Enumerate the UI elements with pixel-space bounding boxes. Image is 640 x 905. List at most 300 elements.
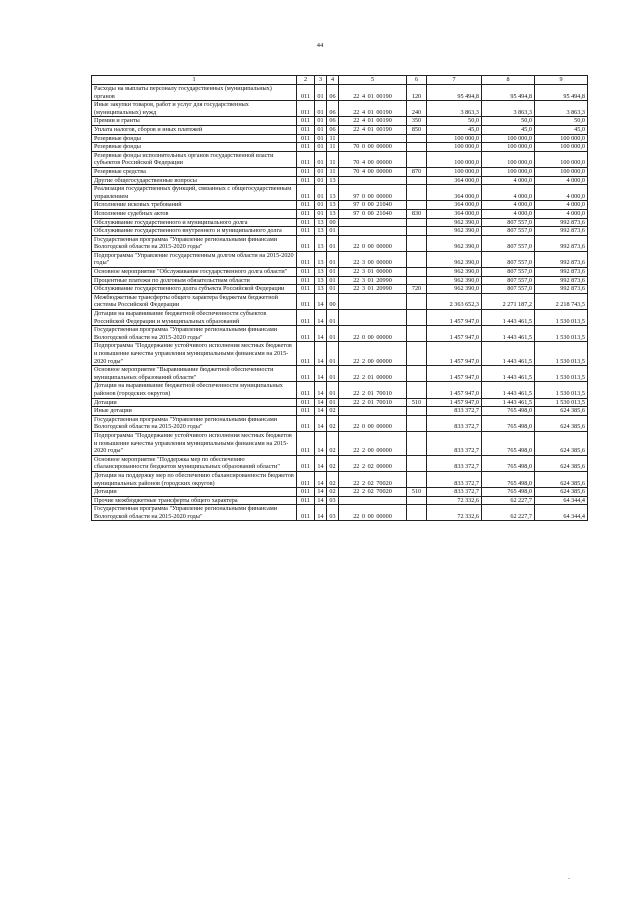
column-header: 7 bbox=[427, 76, 482, 85]
expense-type-cell bbox=[407, 176, 427, 185]
expense-type-cell bbox=[407, 496, 427, 505]
subsection-code-cell: 00 bbox=[327, 218, 339, 227]
ministry-code-cell: 011 bbox=[297, 134, 315, 143]
amount-cell-col7: 50,0 bbox=[427, 117, 482, 126]
row-name-cell: Дотации bbox=[92, 398, 297, 407]
row-name-cell: Дотации на поддержку мер по обеспечению сбалансированности бюджетов муниципальных районов (городских округов) bbox=[92, 471, 297, 487]
table-row bbox=[92, 455, 588, 471]
subsection-code-cell: 13 bbox=[327, 185, 339, 201]
amount-cell-col8: 807 557,0 bbox=[482, 276, 535, 285]
subsection-code-cell: 03 bbox=[327, 496, 339, 505]
section-code-cell: 14 bbox=[315, 455, 327, 471]
amount-cell-col9: 992 873,6 bbox=[535, 268, 588, 277]
section-code-cell: 13 bbox=[315, 285, 327, 294]
target-article-cell: 70 4 00 00000 bbox=[339, 151, 407, 167]
amount-cell-col7: 364 000,0 bbox=[427, 176, 482, 185]
target-article-cell: 22 0 00 00000 bbox=[339, 235, 407, 251]
row-name-cell: Резервные фонды исполнительных органов государственной власти субъектов Российской Федерации bbox=[92, 151, 297, 167]
amount-cell-col8: 807 557,0 bbox=[482, 251, 535, 267]
target-article-cell bbox=[339, 293, 407, 309]
row-name-cell: Иные закупки товаров, работ и услуг для государственных (муниципальных) нужд bbox=[92, 101, 297, 117]
subsection-code-cell: 13 bbox=[327, 201, 339, 210]
amount-cell-col7: 364 000,0 bbox=[427, 209, 482, 218]
table-row bbox=[92, 218, 588, 227]
ministry-code-cell: 011 bbox=[297, 505, 315, 521]
column-header: 4 bbox=[327, 76, 339, 85]
target-article-cell bbox=[339, 218, 407, 227]
table-body bbox=[92, 85, 588, 521]
section-code-cell: 14 bbox=[315, 471, 327, 487]
table-row bbox=[92, 143, 588, 152]
amount-cell-col8: 100 000,0 bbox=[482, 151, 535, 167]
expense-type-cell bbox=[407, 382, 427, 398]
ministry-code-cell: 011 bbox=[297, 117, 315, 126]
row-name-cell: Исполнение исковых требований bbox=[92, 201, 297, 210]
amount-cell-col9: 95 494,8 bbox=[535, 85, 588, 101]
section-code-cell: 01 bbox=[315, 201, 327, 210]
section-code-cell: 14 bbox=[315, 505, 327, 521]
amount-cell-col9: 624 385,6 bbox=[535, 455, 588, 471]
table-row bbox=[92, 496, 588, 505]
subsection-code-cell: 02 bbox=[327, 415, 339, 431]
column-header: 6 bbox=[407, 76, 427, 85]
target-article-cell: 22 0 00 00000 bbox=[339, 415, 407, 431]
target-article-cell bbox=[339, 227, 407, 236]
amount-cell-col7: 364 000,0 bbox=[427, 185, 482, 201]
expense-type-cell bbox=[407, 151, 427, 167]
subsection-code-cell: 13 bbox=[327, 176, 339, 185]
amount-cell-col7: 1 457 947,0 bbox=[427, 366, 482, 382]
section-code-cell: 01 bbox=[315, 167, 327, 176]
amount-cell-col8: 62 227,7 bbox=[482, 505, 535, 521]
section-code-cell: 14 bbox=[315, 415, 327, 431]
column-header: 2 bbox=[297, 76, 315, 85]
row-name-cell: Подпрограмма "Управление государственным долгом области на 2015-2020 годы" bbox=[92, 251, 297, 267]
amount-cell-col8: 4 000,0 bbox=[482, 201, 535, 210]
amount-cell-col8: 95 494,8 bbox=[482, 85, 535, 101]
amount-cell-col7: 962 390,0 bbox=[427, 285, 482, 294]
subsection-code-cell: 06 bbox=[327, 101, 339, 117]
amount-cell-col7: 962 390,0 bbox=[427, 218, 482, 227]
section-code-cell: 01 bbox=[315, 117, 327, 126]
expense-type-cell: 850 bbox=[407, 125, 427, 134]
target-article-cell: 22 3 00 00000 bbox=[339, 251, 407, 267]
amount-cell-col7: 100 000,0 bbox=[427, 143, 482, 152]
expense-type-cell bbox=[407, 407, 427, 416]
row-name-cell: Подпрограмма "Поддержание устойчивого исполнения местных бюджетов и повышение качества управления муниципальными финансами на 2015-2020 годы" bbox=[92, 431, 297, 455]
section-code-cell: 14 bbox=[315, 342, 327, 366]
amount-cell-col8: 807 557,0 bbox=[482, 285, 535, 294]
subsection-code-cell: 00 bbox=[327, 293, 339, 309]
amount-cell-col8: 50,0 bbox=[482, 117, 535, 126]
section-code-cell: 13 bbox=[315, 251, 327, 267]
amount-cell-col7: 100 000,0 bbox=[427, 134, 482, 143]
expense-type-cell: 720 bbox=[407, 285, 427, 294]
subsection-code-cell: 01 bbox=[327, 366, 339, 382]
corner-mark: - bbox=[568, 876, 570, 882]
ministry-code-cell: 011 bbox=[297, 143, 315, 152]
row-name-cell: Государственная программа "Управление региональными финансами Вологодской области на 2015-2020 годы" bbox=[92, 326, 297, 342]
row-name-cell: Премии и гранты bbox=[92, 117, 297, 126]
section-code-cell: 14 bbox=[315, 326, 327, 342]
amount-cell-col9: 1 530 013,5 bbox=[535, 398, 588, 407]
row-name-cell: Межбюджетные трансферты общего характера бюджетам бюджетной системы Российской Федерации bbox=[92, 293, 297, 309]
expense-type-cell bbox=[407, 471, 427, 487]
ministry-code-cell: 011 bbox=[297, 431, 315, 455]
table-row bbox=[92, 251, 588, 267]
subsection-code-cell: 06 bbox=[327, 85, 339, 101]
amount-cell-col9: 3 863,3 bbox=[535, 101, 588, 117]
amount-cell-col7: 95 494,8 bbox=[427, 85, 482, 101]
header-row bbox=[92, 76, 588, 85]
target-article-cell: 97 0 00 21040 bbox=[339, 209, 407, 218]
section-code-cell: 13 bbox=[315, 276, 327, 285]
table-row bbox=[92, 398, 588, 407]
amount-cell-col9: 624 385,6 bbox=[535, 471, 588, 487]
ministry-code-cell: 011 bbox=[297, 310, 315, 326]
amount-cell-col9: 4 000,0 bbox=[535, 201, 588, 210]
target-article-cell bbox=[339, 407, 407, 416]
table-row bbox=[92, 382, 588, 398]
subsection-code-cell: 06 bbox=[327, 117, 339, 126]
amount-cell-col9: 624 385,6 bbox=[535, 415, 588, 431]
expense-type-cell bbox=[407, 185, 427, 201]
amount-cell-col9: 992 873,6 bbox=[535, 285, 588, 294]
table-row bbox=[92, 117, 588, 126]
expense-type-cell bbox=[407, 455, 427, 471]
amount-cell-col9: 1 530 013,5 bbox=[535, 326, 588, 342]
row-name-cell: Дотации на выравнивание бюджетной обеспеченности субъектов Российской Федерации и муниципальных образований bbox=[92, 310, 297, 326]
amount-cell-col9: 992 873,6 bbox=[535, 218, 588, 227]
column-header: 3 bbox=[315, 76, 327, 85]
amount-cell-col8: 1 443 461,5 bbox=[482, 382, 535, 398]
amount-cell-col7: 3 863,3 bbox=[427, 101, 482, 117]
ministry-code-cell: 011 bbox=[297, 209, 315, 218]
ministry-code-cell: 011 bbox=[297, 366, 315, 382]
amount-cell-col9: 624 385,6 bbox=[535, 488, 588, 497]
amount-cell-col8: 4 000,0 bbox=[482, 185, 535, 201]
column-header: 9 bbox=[535, 76, 588, 85]
expense-type-cell bbox=[407, 235, 427, 251]
amount-cell-col7: 833 372,7 bbox=[427, 488, 482, 497]
section-code-cell: 14 bbox=[315, 398, 327, 407]
target-article-cell: 22 4 01 00190 bbox=[339, 125, 407, 134]
amount-cell-col9: 64 344,4 bbox=[535, 496, 588, 505]
amount-cell-col7: 1 457 947,0 bbox=[427, 398, 482, 407]
table-row bbox=[92, 167, 588, 176]
amount-cell-col8: 765 498,0 bbox=[482, 415, 535, 431]
ministry-code-cell: 011 bbox=[297, 293, 315, 309]
expense-type-cell bbox=[407, 366, 427, 382]
column-header: 5 bbox=[339, 76, 407, 85]
row-name-cell: Основное мероприятие "Выравнивание бюджетной обеспеченности муниципальных образований области" bbox=[92, 366, 297, 382]
amount-cell-col8: 765 498,0 bbox=[482, 431, 535, 455]
subsection-code-cell: 13 bbox=[327, 209, 339, 218]
subsection-code-cell: 11 bbox=[327, 167, 339, 176]
ministry-code-cell: 011 bbox=[297, 201, 315, 210]
subsection-code-cell: 11 bbox=[327, 143, 339, 152]
table-row bbox=[92, 276, 588, 285]
expense-type-cell bbox=[407, 293, 427, 309]
section-code-cell: 14 bbox=[315, 431, 327, 455]
amount-cell-col9: 100 000,0 bbox=[535, 151, 588, 167]
section-code-cell: 01 bbox=[315, 143, 327, 152]
table-row bbox=[92, 235, 588, 251]
ministry-code-cell: 011 bbox=[297, 342, 315, 366]
section-code-cell: 01 bbox=[315, 85, 327, 101]
section-code-cell: 14 bbox=[315, 496, 327, 505]
amount-cell-col8: 807 557,0 bbox=[482, 268, 535, 277]
row-name-cell: Другие общегосударственные вопросы bbox=[92, 176, 297, 185]
table-row bbox=[92, 310, 588, 326]
ministry-code-cell: 011 bbox=[297, 382, 315, 398]
amount-cell-col7: 2 363 652,3 bbox=[427, 293, 482, 309]
ministry-code-cell: 011 bbox=[297, 235, 315, 251]
row-name-cell: Реализация государственных функций, связанных с общегосударственным управлением bbox=[92, 185, 297, 201]
target-article-cell: 22 3 01 20990 bbox=[339, 276, 407, 285]
amount-cell-col7: 962 390,0 bbox=[427, 251, 482, 267]
amount-cell-col8: 807 557,0 bbox=[482, 227, 535, 236]
section-code-cell: 14 bbox=[315, 366, 327, 382]
amount-cell-col8: 1 443 461,5 bbox=[482, 398, 535, 407]
section-code-cell: 14 bbox=[315, 382, 327, 398]
target-article-cell bbox=[339, 176, 407, 185]
table-row bbox=[92, 431, 588, 455]
row-name-cell: Основное мероприятие "Поддержка мер по обеспечению сбалансированности бюджетов муниципальных образований области" bbox=[92, 455, 297, 471]
section-code-cell: 13 bbox=[315, 218, 327, 227]
section-code-cell: 01 bbox=[315, 125, 327, 134]
target-article-cell bbox=[339, 310, 407, 326]
subsection-code-cell: 02 bbox=[327, 455, 339, 471]
row-name-cell: Резервные средства bbox=[92, 167, 297, 176]
row-name-cell: Резервные фонды bbox=[92, 143, 297, 152]
amount-cell-col7: 100 000,0 bbox=[427, 151, 482, 167]
amount-cell-col7: 962 390,0 bbox=[427, 268, 482, 277]
table-row bbox=[92, 488, 588, 497]
ministry-code-cell: 011 bbox=[297, 488, 315, 497]
subsection-code-cell: 11 bbox=[327, 134, 339, 143]
table-row bbox=[92, 326, 588, 342]
ministry-code-cell: 011 bbox=[297, 185, 315, 201]
expense-type-cell: 120 bbox=[407, 85, 427, 101]
budget-table bbox=[91, 75, 588, 521]
section-code-cell: 14 bbox=[315, 310, 327, 326]
row-name-cell: Иные дотации bbox=[92, 407, 297, 416]
table-row bbox=[92, 176, 588, 185]
amount-cell-col8: 765 498,0 bbox=[482, 488, 535, 497]
table-row bbox=[92, 471, 588, 487]
subsection-code-cell: 01 bbox=[327, 285, 339, 294]
amount-cell-col7: 1 457 947,0 bbox=[427, 310, 482, 326]
subsection-code-cell: 01 bbox=[327, 382, 339, 398]
ministry-code-cell: 011 bbox=[297, 276, 315, 285]
amount-cell-col9: 100 000,0 bbox=[535, 167, 588, 176]
table-row bbox=[92, 293, 588, 309]
subsection-code-cell: 02 bbox=[327, 471, 339, 487]
section-code-cell: 01 bbox=[315, 151, 327, 167]
table-row bbox=[92, 227, 588, 236]
section-code-cell: 14 bbox=[315, 407, 327, 416]
target-article-cell: 22 0 00 00000 bbox=[339, 505, 407, 521]
row-name-cell: Исполнение судебных актов bbox=[92, 209, 297, 218]
amount-cell-col8: 100 000,0 bbox=[482, 134, 535, 143]
expense-type-cell bbox=[407, 268, 427, 277]
amount-cell-col9: 4 000,0 bbox=[535, 185, 588, 201]
subsection-code-cell: 01 bbox=[327, 227, 339, 236]
table-row bbox=[92, 505, 588, 521]
table-row bbox=[92, 185, 588, 201]
amount-cell-col9: 992 873,6 bbox=[535, 276, 588, 285]
table-row bbox=[92, 342, 588, 366]
row-name-cell: Дотации bbox=[92, 488, 297, 497]
amount-cell-col7: 364 000,0 bbox=[427, 201, 482, 210]
amount-cell-col9: 624 385,6 bbox=[535, 407, 588, 416]
expense-type-cell: 830 bbox=[407, 209, 427, 218]
table-row bbox=[92, 407, 588, 416]
table-row bbox=[92, 366, 588, 382]
section-code-cell: 13 bbox=[315, 227, 327, 236]
amount-cell-col8: 807 557,0 bbox=[482, 218, 535, 227]
ministry-code-cell: 011 bbox=[297, 151, 315, 167]
amount-cell-col7: 962 390,0 bbox=[427, 276, 482, 285]
section-code-cell: 01 bbox=[315, 176, 327, 185]
subsection-code-cell: 01 bbox=[327, 310, 339, 326]
amount-cell-col9: 992 873,6 bbox=[535, 235, 588, 251]
target-article-cell: 22 4 01 00190 bbox=[339, 117, 407, 126]
amount-cell-col8: 765 498,0 bbox=[482, 455, 535, 471]
table-row bbox=[92, 151, 588, 167]
target-article-cell: 22 2 01 70010 bbox=[339, 398, 407, 407]
amount-cell-col8: 1 443 461,5 bbox=[482, 326, 535, 342]
expense-type-cell bbox=[407, 310, 427, 326]
row-name-cell: Резервные фонды bbox=[92, 134, 297, 143]
ministry-code-cell: 011 bbox=[297, 167, 315, 176]
amount-cell-col9: 624 385,6 bbox=[535, 431, 588, 455]
target-article-cell: 22 2 00 00000 bbox=[339, 431, 407, 455]
amount-cell-col8: 2 271 187,2 bbox=[482, 293, 535, 309]
amount-cell-col8: 45,0 bbox=[482, 125, 535, 134]
target-article-cell: 22 2 01 00000 bbox=[339, 366, 407, 382]
amount-cell-col9: 45,0 bbox=[535, 125, 588, 134]
target-article-cell bbox=[339, 134, 407, 143]
amount-cell-col7: 962 390,0 bbox=[427, 227, 482, 236]
amount-cell-col9: 4 000,0 bbox=[535, 176, 588, 185]
amount-cell-col7: 833 372,7 bbox=[427, 455, 482, 471]
ministry-code-cell: 011 bbox=[297, 415, 315, 431]
section-code-cell: 01 bbox=[315, 185, 327, 201]
amount-cell-col8: 100 000,0 bbox=[482, 143, 535, 152]
amount-cell-col9: 1 530 013,5 bbox=[535, 366, 588, 382]
amount-cell-col9: 1 530 013,5 bbox=[535, 342, 588, 366]
subsection-code-cell: 01 bbox=[327, 251, 339, 267]
amount-cell-col9: 100 000,0 bbox=[535, 143, 588, 152]
target-article-cell: 22 3 01 20990 bbox=[339, 285, 407, 294]
subsection-code-cell: 01 bbox=[327, 276, 339, 285]
expense-type-cell bbox=[407, 134, 427, 143]
amount-cell-col7: 72 332,6 bbox=[427, 496, 482, 505]
column-header: 1 bbox=[92, 76, 297, 85]
row-name-cell: Уплата налогов, сборов и иных платежей bbox=[92, 125, 297, 134]
subsection-code-cell: 01 bbox=[327, 398, 339, 407]
target-article-cell: 70 4 00 00000 bbox=[339, 167, 407, 176]
expense-type-cell bbox=[407, 342, 427, 366]
target-article-cell: 97 0 00 00000 bbox=[339, 185, 407, 201]
expense-type-cell bbox=[407, 276, 427, 285]
expense-type-cell: 240 bbox=[407, 101, 427, 117]
amount-cell-col7: 45,0 bbox=[427, 125, 482, 134]
expense-type-cell: 350 bbox=[407, 117, 427, 126]
subsection-code-cell: 11 bbox=[327, 151, 339, 167]
expense-type-cell: 510 bbox=[407, 488, 427, 497]
row-name-cell: Обслуживание государственного долга субъекта Российской Федерации bbox=[92, 285, 297, 294]
amount-cell-col8: 765 498,0 bbox=[482, 407, 535, 416]
row-name-cell: Подпрограмма "Поддержание устойчивого исполнения местных бюджетов и повышение качества управления муниципальными финансами на 2015-2020 годы" bbox=[92, 342, 297, 366]
table-row bbox=[92, 268, 588, 277]
ministry-code-cell: 011 bbox=[297, 268, 315, 277]
subsection-code-cell: 06 bbox=[327, 125, 339, 134]
amount-cell-col9: 64 344,4 bbox=[535, 505, 588, 521]
amount-cell-col7: 833 372,7 bbox=[427, 415, 482, 431]
expense-type-cell bbox=[407, 143, 427, 152]
amount-cell-col7: 833 372,7 bbox=[427, 407, 482, 416]
expense-type-cell bbox=[407, 415, 427, 431]
ministry-code-cell: 011 bbox=[297, 455, 315, 471]
row-name-cell: Государственная программа "Управление региональными финансами Вологодской области на 2015-2020 годы" bbox=[92, 505, 297, 521]
target-article-cell: 70 0 00 00000 bbox=[339, 143, 407, 152]
section-code-cell: 01 bbox=[315, 101, 327, 117]
amount-cell-col8: 765 498,0 bbox=[482, 471, 535, 487]
expense-type-cell bbox=[407, 201, 427, 210]
amount-cell-col8: 1 443 461,5 bbox=[482, 366, 535, 382]
target-article-cell: 22 2 01 70010 bbox=[339, 382, 407, 398]
target-article-cell bbox=[339, 496, 407, 505]
subsection-code-cell: 02 bbox=[327, 407, 339, 416]
expense-type-cell: 510 bbox=[407, 398, 427, 407]
section-code-cell: 14 bbox=[315, 488, 327, 497]
table-row bbox=[92, 134, 588, 143]
subsection-code-cell: 01 bbox=[327, 235, 339, 251]
row-name-cell: Государственная программа "Управление региональными финансами Вологодской области на 2015-2020 годы" bbox=[92, 235, 297, 251]
row-name-cell: Обслуживание государственного внутреннего и муниципального долга bbox=[92, 227, 297, 236]
row-name-cell: Прочие межбюджетные трансферты общего характера bbox=[92, 496, 297, 505]
target-article-cell: 22 2 02 70020 bbox=[339, 488, 407, 497]
amount-cell-col7: 1 457 947,0 bbox=[427, 342, 482, 366]
amount-cell-col9: 992 873,6 bbox=[535, 227, 588, 236]
column-header: 8 bbox=[482, 76, 535, 85]
table-row bbox=[92, 209, 588, 218]
page-number: 44 bbox=[316, 42, 324, 49]
amount-cell-col8: 100 000,0 bbox=[482, 167, 535, 176]
amount-cell-col9: 1 530 013,5 bbox=[535, 382, 588, 398]
subsection-code-cell: 03 bbox=[327, 505, 339, 521]
amount-cell-col7: 100 000,0 bbox=[427, 167, 482, 176]
row-name-cell: Процентные платежи по долговым обязательствам области bbox=[92, 276, 297, 285]
expense-type-cell bbox=[407, 227, 427, 236]
amount-cell-col7: 833 372,7 bbox=[427, 471, 482, 487]
subsection-code-cell: 01 bbox=[327, 326, 339, 342]
table-row bbox=[92, 201, 588, 210]
expense-type-cell: 870 bbox=[407, 167, 427, 176]
target-article-cell: 22 3 01 00000 bbox=[339, 268, 407, 277]
expense-type-cell bbox=[407, 218, 427, 227]
amount-cell-col9: 1 530 013,5 bbox=[535, 310, 588, 326]
target-article-cell: 22 4 01 00190 bbox=[339, 85, 407, 101]
amount-cell-col7: 962 390,0 bbox=[427, 235, 482, 251]
ministry-code-cell: 011 bbox=[297, 326, 315, 342]
table-row bbox=[92, 85, 588, 101]
ministry-code-cell: 011 bbox=[297, 251, 315, 267]
ministry-code-cell: 011 bbox=[297, 471, 315, 487]
